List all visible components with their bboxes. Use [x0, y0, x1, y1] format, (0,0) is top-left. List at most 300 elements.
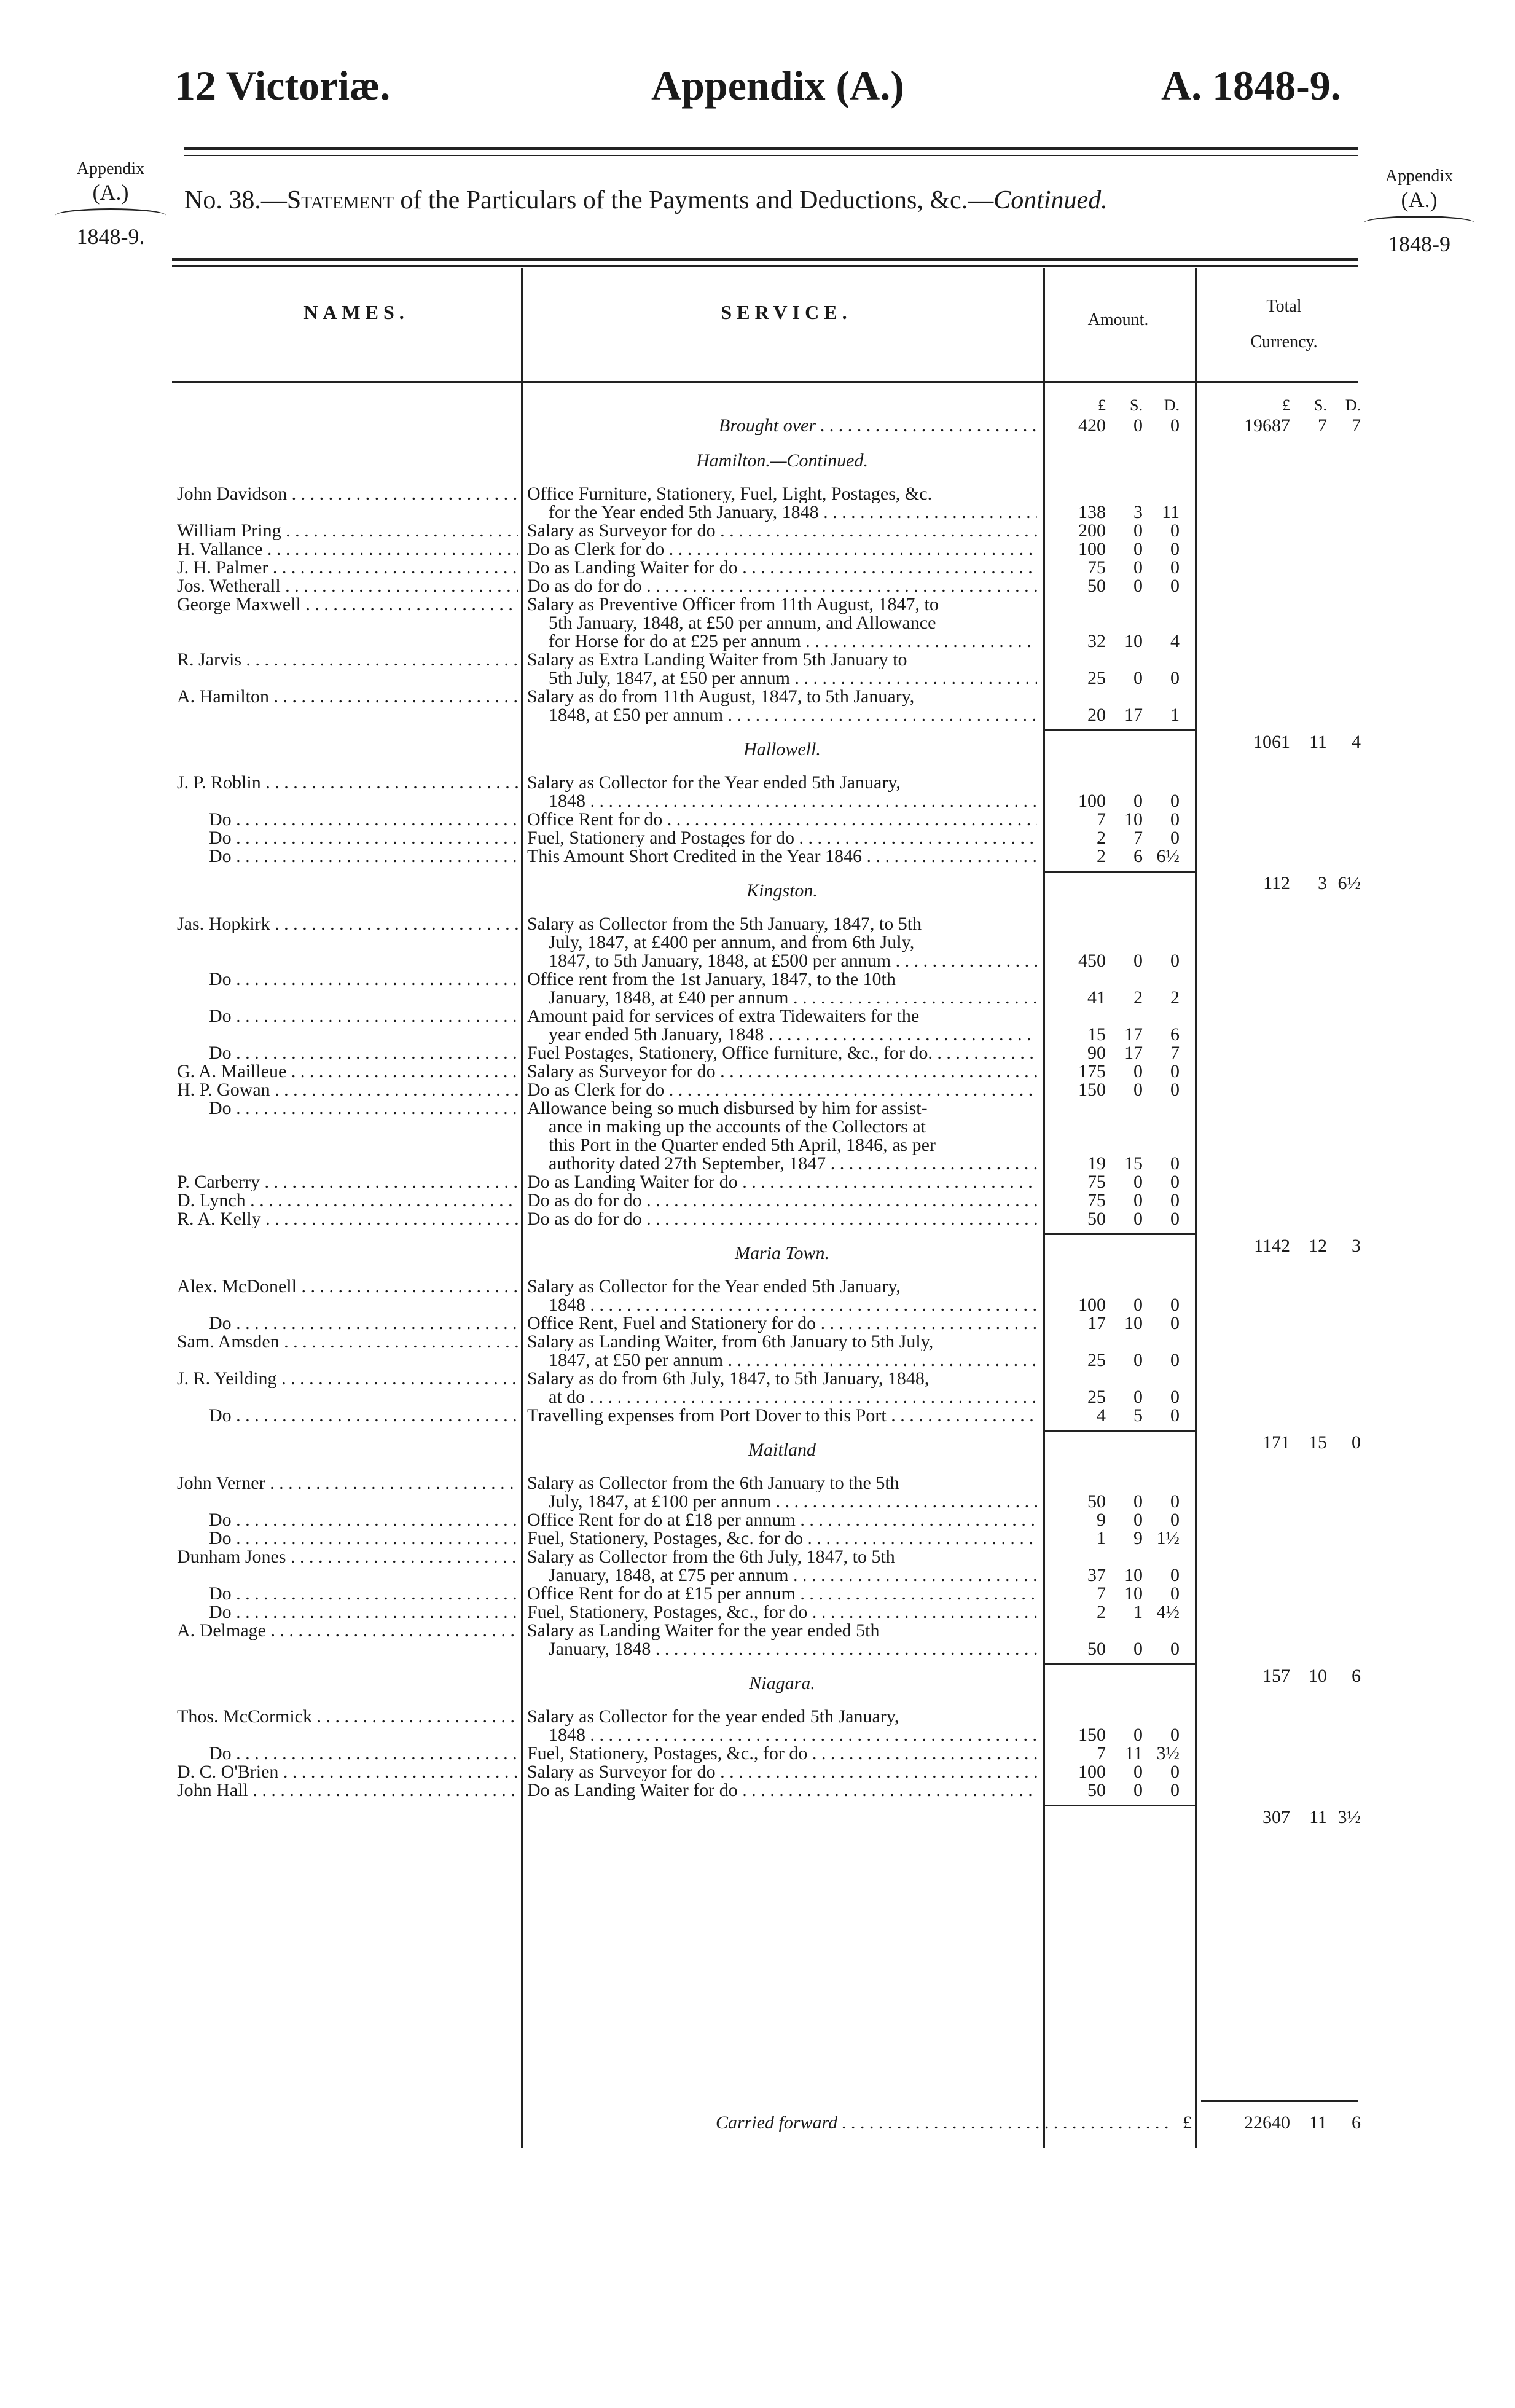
- service-line: [0, 1007, 1515, 1026]
- service-line: [0, 989, 1515, 1007]
- service-text: Salary as Landing Waiter, from 6th January to 5th July,: [527, 1333, 934, 1351]
- service-description: [527, 1173, 1037, 1191]
- service-line: [0, 522, 1515, 540]
- header-rule-thin: [184, 155, 1358, 156]
- service-description: [549, 706, 1037, 724]
- service-description: [527, 1007, 1037, 1026]
- service-text: Do as Landing Waiter for do: [527, 1173, 738, 1191]
- service-line: [0, 1566, 1515, 1585]
- section-title: Hallowell.: [743, 739, 821, 759]
- service-description: [549, 669, 1037, 688]
- payee-name-text: Do: [209, 1744, 232, 1763]
- service-line: [0, 1529, 1515, 1548]
- total-shillings: 7: [1318, 415, 1327, 436]
- title-rule: [172, 258, 1358, 261]
- total-pence: 6: [1352, 2112, 1361, 2133]
- service-text: Do as Clerk for do: [527, 540, 665, 559]
- margin-year: 1848-9.: [76, 224, 145, 249]
- amount-pounds: 450: [1078, 951, 1106, 971]
- service-description: [549, 1155, 1037, 1173]
- column-header-names: NAMES.: [303, 301, 409, 323]
- amount-pence: 0: [1170, 1209, 1180, 1229]
- amount-shillings: 2: [1133, 987, 1143, 1008]
- service-line: [0, 1173, 1515, 1191]
- service-line: [0, 1726, 1515, 1744]
- service-line: [0, 1781, 1515, 1800]
- section-subtotal-rule: [1044, 1430, 1195, 1432]
- service-line: [0, 1708, 1515, 1726]
- service-text: 1848: [549, 792, 585, 810]
- amount-pounds: 15: [1087, 1024, 1106, 1045]
- amount-pounds: 75: [1087, 557, 1106, 578]
- service-description: [527, 577, 1037, 595]
- service-text: for Horse for do at £25 per annum: [549, 632, 801, 651]
- service-text: Salary as do from 11th August, 1847, to 5th January,: [527, 688, 915, 706]
- service-description: [527, 1099, 1037, 1118]
- amount-pence: 0: [1170, 1190, 1180, 1210]
- amount-pounds: 100: [1078, 791, 1106, 811]
- service-description: [527, 915, 1037, 933]
- service-line: [0, 559, 1515, 577]
- carried-forward-row: [0, 2114, 1515, 2132]
- payee-name-text: J. H. Palmer: [177, 559, 268, 577]
- margin-brace: [1364, 216, 1474, 230]
- service-text: Office Rent for do at £18 per annum: [527, 1511, 796, 1529]
- service-text: Fuel, Stationery and Postages for do: [527, 829, 794, 847]
- service-text: Allowance being so much disbursed by him for assist-: [527, 1099, 928, 1118]
- service-text: January, 1848, at £75 per annum: [549, 1566, 789, 1585]
- payee-name-text: Do: [209, 1406, 232, 1425]
- service-description: [549, 614, 1037, 632]
- service-text: Salary as Extra Landing Waiter from 5th January to: [527, 651, 907, 669]
- service-text: Office Rent for do at £15 per annum: [527, 1585, 796, 1603]
- service-description: [549, 1296, 1037, 1314]
- payee-name-text: Do: [209, 1007, 232, 1026]
- section-title: Niagara.: [749, 1673, 815, 1693]
- amount-shillings: 17: [1124, 705, 1143, 725]
- payee-name-text: Do: [209, 1099, 232, 1118]
- service-text: Salary as Landing Waiter for the year ended 5th: [527, 1622, 880, 1640]
- amount-pounds: 2: [1097, 846, 1106, 866]
- payee-name-text: Do: [209, 829, 232, 847]
- service-text: Salary as Surveyor for do: [527, 522, 716, 540]
- service-text: year ended 5th January, 1848: [549, 1026, 764, 1044]
- amount-shillings: 10: [1124, 1583, 1143, 1604]
- service-line: [0, 915, 1515, 933]
- total-pence: 4: [1352, 732, 1361, 752]
- amount-shilling-unit: S.: [1130, 396, 1143, 414]
- amount-pounds: 20: [1087, 705, 1106, 725]
- margin-appendix: Appendix: [1385, 167, 1454, 186]
- amount-shillings: 11: [1125, 1743, 1143, 1763]
- service-description: [527, 1333, 1037, 1351]
- service-text: Office rent from the 1st January, 1847, to the 10th: [527, 970, 896, 989]
- title-middle: of the Particulars of the Payments and Deductions, &c.—: [393, 186, 994, 214]
- amount-pence: 0: [1170, 1350, 1180, 1370]
- service-description: [527, 595, 1037, 614]
- title-statement: Statement: [286, 186, 394, 214]
- payee-name-text: A. Hamilton: [177, 688, 269, 706]
- section-title: Kingston.: [746, 880, 818, 901]
- amount-pence: 1½: [1156, 1528, 1180, 1548]
- total-shillings: 15: [1309, 1432, 1327, 1453]
- total-shilling-unit: S.: [1314, 396, 1327, 414]
- amount-pence: 0: [1170, 828, 1180, 848]
- service-line: [0, 1136, 1515, 1155]
- service-description: [527, 1548, 1037, 1566]
- service-text: January, 1848: [549, 1640, 651, 1658]
- service-description: [549, 989, 1037, 1007]
- margin-appendix-letter: (A.): [92, 179, 129, 205]
- amount-pence: 0: [1170, 1405, 1180, 1426]
- amount-shillings: 0: [1133, 520, 1143, 541]
- amount-pounds: 50: [1087, 576, 1106, 596]
- brought-over-label: Brought over . . .: [719, 417, 1038, 435]
- title-rule-thin: [172, 265, 1358, 267]
- service-description: [527, 485, 1037, 503]
- service-text: Do as Clerk for do: [527, 1081, 665, 1099]
- amount-shillings: 0: [1133, 1080, 1143, 1100]
- service-text: Salary as Collector for the Year ended 5th January,: [527, 1277, 901, 1296]
- service-line: [0, 1474, 1515, 1492]
- service-description: [549, 1566, 1037, 1585]
- amount-pence: 4: [1170, 631, 1180, 651]
- service-text: Do as Landing Waiter for do: [527, 559, 738, 577]
- service-line: [0, 1603, 1515, 1622]
- amount-pounds: 4: [1097, 1405, 1106, 1426]
- payee-name-text: R. Jarvis: [177, 651, 241, 669]
- amount-pounds: 19: [1087, 1153, 1106, 1174]
- service-description: [527, 1210, 1037, 1228]
- margin-year: 1848-9: [1388, 231, 1450, 256]
- payee-name-text: Do: [209, 810, 232, 829]
- service-text: 1848, at £50 per annum: [549, 706, 724, 724]
- total-pounds: 1142: [1254, 1236, 1290, 1256]
- service-description: [527, 1763, 1037, 1781]
- service-description: [527, 1062, 1037, 1081]
- amount-pence: 0: [1170, 951, 1180, 971]
- total-pounds: 307: [1262, 1807, 1290, 1827]
- service-line: [0, 1763, 1515, 1781]
- service-text: ance in making up the accounts of the Collectors at: [549, 1118, 926, 1136]
- header-rule: [184, 147, 1358, 150]
- service-line: [0, 1585, 1515, 1603]
- amount-pence: 0: [1170, 1510, 1180, 1530]
- service-line: [0, 1191, 1515, 1210]
- service-text: Office Rent, Fuel and Stationery for do: [527, 1314, 816, 1333]
- total-pence: 3: [1352, 1236, 1361, 1256]
- amount-pounds: 175: [1078, 1061, 1106, 1081]
- margin-note-right: [1352, 166, 1487, 257]
- amount-shillings: 3: [1133, 502, 1143, 522]
- amount-pence: 0: [1170, 1565, 1180, 1585]
- service-line: [0, 1296, 1515, 1314]
- service-line: [0, 1351, 1515, 1370]
- service-line: [0, 1044, 1515, 1062]
- amount-pounds: 75: [1087, 1190, 1106, 1210]
- title-continued: Continued.: [993, 186, 1108, 214]
- payee-name-text: Sam. Amsden: [177, 1333, 280, 1351]
- amount-shillings: 0: [1133, 1780, 1143, 1800]
- amount-pence: 0: [1170, 791, 1180, 811]
- payee-name-text: George Maxwell: [177, 595, 301, 614]
- service-description: [549, 1388, 1037, 1406]
- service-description: [527, 1277, 1037, 1296]
- amount-shillings: 0: [1133, 1725, 1143, 1745]
- total-pounds: 112: [1263, 873, 1290, 893]
- margin-appendix-letter: (A.): [1401, 187, 1438, 212]
- amount-pounds: 90: [1087, 1043, 1106, 1063]
- amount-shillings: 0: [1133, 1209, 1143, 1229]
- service-text: 5th July, 1847, at £50 per annum: [549, 669, 791, 688]
- amount-shillings: 0: [1133, 557, 1143, 578]
- running-head-right: A. 1848-9.: [1161, 62, 1341, 109]
- amount-shillings: 0: [1133, 1190, 1143, 1210]
- amount-pence: 7: [1170, 1043, 1180, 1063]
- service-line: [0, 1081, 1515, 1099]
- amount-shillings: 10: [1124, 1565, 1143, 1585]
- service-description: [549, 1640, 1037, 1658]
- service-text: 5th January, 1848, at £50 per annum, and Allowance: [549, 614, 936, 632]
- service-description: [549, 1118, 1037, 1136]
- payee-name-text: John Hall: [177, 1781, 248, 1800]
- service-line: [0, 792, 1515, 810]
- service-text: Travelling expenses from Port Dover to this Port: [527, 1406, 887, 1425]
- service-text: Fuel, Stationery, Postages, &c., for do: [527, 1744, 808, 1763]
- service-description: [527, 1044, 1037, 1062]
- service-text: Fuel, Stationery, Postages, &c. for do: [527, 1529, 803, 1548]
- amount-shillings: 0: [1133, 1350, 1143, 1370]
- payee-name-text: J. P. Roblin: [177, 774, 261, 792]
- total-pence: 6: [1352, 1666, 1361, 1686]
- amount-shillings: 10: [1124, 1313, 1143, 1333]
- amount-shillings: 5: [1133, 1405, 1143, 1426]
- total-pence: 7: [1352, 415, 1361, 436]
- service-description: [527, 540, 1037, 559]
- amount-pence: 0: [1170, 1387, 1180, 1407]
- amount-pence: 0: [1170, 1583, 1180, 1604]
- amount-pence: 0: [1170, 668, 1180, 688]
- running-head-center: Appendix (A.): [651, 62, 904, 109]
- carried-forward-pound-sign: £: [1183, 2112, 1192, 2133]
- amount-pounds: 7: [1097, 1743, 1106, 1763]
- total-pounds: 19687: [1244, 415, 1290, 436]
- payee-name-text: P. Carberry: [177, 1173, 260, 1191]
- amount-pence: 0: [1170, 415, 1180, 436]
- amount-pounds: 17: [1087, 1313, 1106, 1333]
- service-line: [0, 1314, 1515, 1333]
- total-pounds: 1061: [1253, 732, 1290, 752]
- payee-name-text: A. Delmage: [177, 1622, 266, 1640]
- amount-pounds: 75: [1087, 1172, 1106, 1192]
- service-text: 1847, to 5th January, 1848, at £500 per annum: [549, 952, 891, 970]
- amount-pounds: 25: [1087, 1387, 1106, 1407]
- payee-name-text: H. Vallance: [177, 540, 263, 559]
- service-text: Salary as Surveyor for do: [527, 1763, 716, 1781]
- service-line: [0, 1370, 1515, 1388]
- payee-name-text: Jos. Wetherall: [177, 577, 281, 595]
- total-pounds: 171: [1262, 1432, 1290, 1453]
- amount-pounds: 37: [1087, 1565, 1106, 1585]
- payee-name-text: Do: [209, 1314, 232, 1333]
- service-line: [0, 595, 1515, 614]
- amount-shillings: 0: [1133, 951, 1143, 971]
- service-description: [527, 1744, 1037, 1763]
- service-line: [0, 829, 1515, 847]
- service-description: [549, 792, 1037, 810]
- currency-units-row: [0, 396, 1515, 415]
- service-text: Salary as Collector from the 5th January, 1847, to 5th: [527, 915, 922, 933]
- total-shillings: 11: [1309, 732, 1327, 752]
- service-description: [527, 1622, 1037, 1640]
- service-line: [0, 1155, 1515, 1173]
- service-description: [527, 1191, 1037, 1210]
- amount-pence: 3½: [1156, 1743, 1180, 1763]
- service-line: [0, 1099, 1515, 1118]
- service-line: [0, 810, 1515, 829]
- amount-pence: 0: [1170, 1313, 1180, 1333]
- service-text: this Port in the Quarter ended 5th April, 1846, as per: [549, 1136, 936, 1155]
- service-description: [549, 952, 1037, 970]
- amount-pounds: 1: [1097, 1528, 1106, 1548]
- service-text: Salary as do from 6th July, 1847, to 5th January, 1848,: [527, 1370, 930, 1388]
- service-line: [0, 1406, 1515, 1425]
- service-description: [527, 774, 1037, 792]
- amount-pounds: 150: [1078, 1080, 1106, 1100]
- service-line: [0, 1062, 1515, 1081]
- amount-pounds: 9: [1097, 1510, 1106, 1530]
- section-subtotal-rule: [1044, 871, 1195, 873]
- amount-shillings: 0: [1133, 1491, 1143, 1512]
- section-title: Maitland: [748, 1440, 816, 1460]
- service-text: 1848: [549, 1296, 585, 1314]
- service-line: [0, 1026, 1515, 1044]
- service-line: [0, 669, 1515, 688]
- payee-name-text: Do: [209, 1603, 232, 1622]
- payee-name-text: John Verner: [177, 1474, 265, 1492]
- payee-name-text: Do: [209, 1585, 232, 1603]
- amount-shillings: 0: [1133, 539, 1143, 559]
- amount-pence: 0: [1170, 1172, 1180, 1192]
- title-prefix: No. 38.—: [184, 186, 287, 214]
- total-pence: 0: [1352, 1432, 1361, 1453]
- amount-pounds: 100: [1078, 1762, 1106, 1782]
- service-description: [527, 810, 1037, 829]
- amount-pence-unit: D.: [1164, 396, 1180, 414]
- service-text: Salary as Collector from the 6th July, 1847, to 5th: [527, 1548, 895, 1566]
- service-description: [527, 1474, 1037, 1492]
- amount-shillings: 17: [1124, 1043, 1143, 1063]
- service-line: [0, 503, 1515, 522]
- payee-name-text: Do: [209, 1529, 232, 1548]
- payee-name-text: Jas. Hopkirk: [177, 915, 270, 933]
- payee-name-text: H. P. Gowan: [177, 1081, 270, 1099]
- running-head-left: 12 Victoriæ.: [174, 62, 391, 109]
- service-line: [0, 1388, 1515, 1406]
- service-line: [0, 1640, 1515, 1658]
- section-title: Hamilton.—Continued.: [695, 450, 868, 471]
- amount-pence: 0: [1170, 809, 1180, 829]
- payee-name-text: R. A. Kelly: [177, 1210, 261, 1228]
- amount-pence: 0: [1170, 1061, 1180, 1081]
- service-text: Salary as Surveyor for do: [527, 1062, 716, 1081]
- total-header-line2: Currency.: [1250, 332, 1318, 351]
- service-line: [0, 774, 1515, 792]
- amount-shillings: 0: [1133, 415, 1143, 436]
- amount-pounds: 50: [1087, 1639, 1106, 1659]
- service-line: [0, 1333, 1515, 1351]
- payee-name-text: Alex. McDonell: [177, 1277, 297, 1296]
- amount-pence: 6: [1170, 1024, 1180, 1045]
- brought-over-row: [0, 417, 1515, 435]
- service-line: [0, 614, 1515, 632]
- margin-appendix: Appendix: [76, 159, 145, 178]
- service-text: for the Year ended 5th January, 1848: [549, 503, 819, 522]
- amount-pounds: 200: [1078, 520, 1106, 541]
- service-text: Office Rent for do: [527, 810, 663, 829]
- total-shillings: 10: [1309, 1666, 1327, 1686]
- service-description: [549, 1026, 1037, 1044]
- amount-pounds: 25: [1087, 668, 1106, 688]
- payee-name-text: Do: [209, 1511, 232, 1529]
- amount-pounds: 7: [1097, 1583, 1106, 1604]
- service-text: Do as do for do: [527, 1191, 642, 1210]
- service-line: [0, 1118, 1515, 1136]
- payee-name-text: William Pring: [177, 522, 281, 540]
- service-text: January, 1848, at £40 per annum: [549, 989, 789, 1007]
- service-text: Do as do for do: [527, 1210, 642, 1228]
- service-description: [527, 1406, 1037, 1425]
- amount-shillings: 0: [1133, 1639, 1143, 1659]
- service-text: Office Furniture, Stationery, Fuel, Light, Postages, &c.: [527, 485, 933, 503]
- amount-pounds: 50: [1087, 1209, 1106, 1229]
- margin-brace: [55, 208, 166, 222]
- service-description: [527, 847, 1037, 866]
- service-description: [549, 1136, 1037, 1155]
- amount-pence: 0: [1170, 1725, 1180, 1745]
- service-description: [527, 1370, 1037, 1388]
- amount-pounds: 25: [1087, 1350, 1106, 1370]
- amount-pence: 0: [1170, 1295, 1180, 1315]
- payee-name-text: J. R. Yeilding: [177, 1370, 277, 1388]
- payee-name-text: G. A. Mailleue: [177, 1062, 287, 1081]
- service-description: [527, 688, 1037, 706]
- payee-name-text: Do: [209, 847, 232, 866]
- amount-shillings: 0: [1133, 576, 1143, 596]
- section-title: Maria Town.: [735, 1243, 829, 1263]
- service-line: [0, 485, 1515, 503]
- section-subtotal-rule: [1044, 1805, 1195, 1806]
- total-pence: 6½: [1337, 873, 1361, 893]
- service-description: [549, 632, 1037, 651]
- service-line: [0, 1622, 1515, 1640]
- amount-pence: 1: [1170, 705, 1180, 725]
- service-description: [549, 1492, 1037, 1511]
- amount-shillings: 1: [1133, 1602, 1143, 1622]
- amount-pence: 0: [1170, 576, 1180, 596]
- service-description: [527, 1081, 1037, 1099]
- amount-pence: 0: [1170, 1080, 1180, 1100]
- amount-shillings: 0: [1133, 1387, 1143, 1407]
- column-header-total: [1207, 289, 1361, 360]
- service-line: [0, 540, 1515, 559]
- service-description: [527, 522, 1037, 540]
- amount-shillings: 6: [1133, 846, 1143, 866]
- amount-shillings: 10: [1124, 809, 1143, 829]
- service-text: 1847, at £50 per annum: [549, 1351, 724, 1370]
- amount-pence: 4½: [1156, 1602, 1180, 1622]
- carried-forward-rule: [1201, 2100, 1358, 2102]
